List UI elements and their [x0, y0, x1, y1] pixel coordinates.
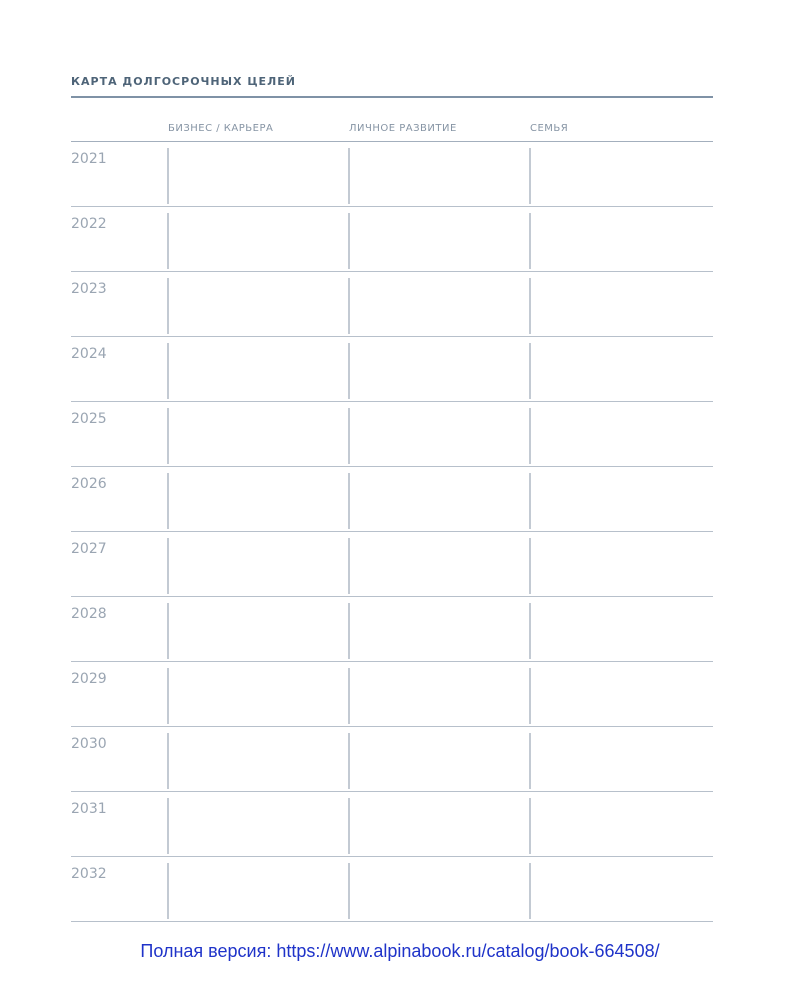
year-label: 2022: [71, 216, 107, 232]
goal-cell-family[interactable]: [529, 213, 711, 269]
goal-cell-personal-development[interactable]: [348, 343, 520, 399]
goal-cell-family[interactable]: [529, 668, 711, 724]
goal-cell-personal-development[interactable]: [348, 278, 520, 334]
goal-cell-business-career[interactable]: [167, 863, 339, 919]
goal-cell-personal-development[interactable]: [348, 538, 520, 594]
goal-cell-family[interactable]: [529, 343, 711, 399]
goal-cell-family[interactable]: [529, 603, 711, 659]
year-row: [71, 857, 713, 922]
year-row: [71, 662, 713, 727]
column-header-family: СЕМЬЯ: [530, 123, 569, 134]
year-row: [71, 142, 713, 207]
year-row: [71, 272, 713, 337]
goal-cell-business-career[interactable]: [167, 408, 339, 464]
goal-cell-business-career[interactable]: [167, 603, 339, 659]
goal-cell-business-career[interactable]: [167, 538, 339, 594]
year-row: [71, 402, 713, 467]
page-title: КАРТА ДОЛГОСРОЧНЫХ ЦЕЛЕЙ: [71, 75, 296, 88]
goal-cell-personal-development[interactable]: [348, 733, 520, 789]
year-row: [71, 532, 713, 597]
goal-cell-family[interactable]: [529, 863, 711, 919]
year-label: 2030: [71, 736, 107, 752]
goal-cell-family[interactable]: [529, 408, 711, 464]
year-row: [71, 792, 713, 857]
column-header-personal-development: ЛИЧНОЕ РАЗВИТИЕ: [349, 123, 457, 134]
year-label: 2024: [71, 346, 107, 362]
goal-cell-personal-development[interactable]: [348, 668, 520, 724]
goal-cell-business-career[interactable]: [167, 798, 339, 854]
year-label: 2027: [71, 541, 107, 557]
column-header-business-career: БИЗНЕС / КАРЬЕРА: [168, 123, 274, 134]
year-label: 2031: [71, 801, 107, 817]
year-label: 2032: [71, 866, 107, 882]
goal-cell-personal-development[interactable]: [348, 863, 520, 919]
goal-cell-business-career[interactable]: [167, 278, 339, 334]
goal-cell-personal-development[interactable]: [348, 148, 520, 204]
title-divider: [71, 96, 713, 98]
year-label: 2023: [71, 281, 107, 297]
goal-cell-family[interactable]: [529, 798, 711, 854]
goal-cell-family[interactable]: [529, 538, 711, 594]
goal-cell-business-career[interactable]: [167, 473, 339, 529]
goal-cell-family[interactable]: [529, 733, 711, 789]
year-row: [71, 337, 713, 402]
year-label: 2021: [71, 151, 107, 167]
goal-cell-personal-development[interactable]: [348, 603, 520, 659]
full-version-link[interactable]: Полная версия: https://www.alpinabook.ru/catalog/book-664508/: [140, 941, 660, 961]
goal-cell-personal-development[interactable]: [348, 408, 520, 464]
year-label: 2029: [71, 671, 107, 687]
goal-cell-business-career[interactable]: [167, 213, 339, 269]
goal-cell-business-career[interactable]: [167, 668, 339, 724]
goal-cell-business-career[interactable]: [167, 733, 339, 789]
year-row: [71, 597, 713, 662]
goal-cell-personal-development[interactable]: [348, 798, 520, 854]
goal-cell-family[interactable]: [529, 473, 711, 529]
goal-cell-personal-development[interactable]: [348, 473, 520, 529]
goal-cell-personal-development[interactable]: [348, 213, 520, 269]
goal-cell-business-career[interactable]: [167, 148, 339, 204]
goal-cell-family[interactable]: [529, 278, 711, 334]
year-label: 2026: [71, 476, 107, 492]
year-row: [71, 727, 713, 792]
goal-cell-business-career[interactable]: [167, 343, 339, 399]
year-label: 2028: [71, 606, 107, 622]
year-row: [71, 207, 713, 272]
row-divider: [71, 921, 713, 922]
year-label: 2025: [71, 411, 107, 427]
year-row: [71, 467, 713, 532]
goal-cell-family[interactable]: [529, 148, 711, 204]
